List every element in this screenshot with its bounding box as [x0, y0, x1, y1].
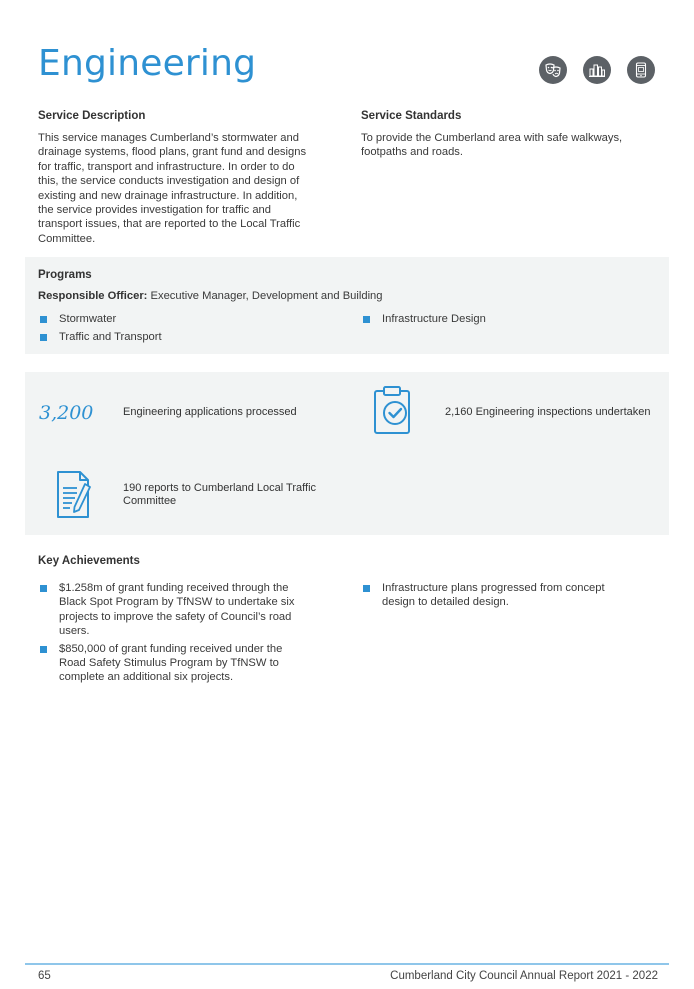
- list-item: [38, 642, 338, 685]
- service-standards-heading: Service Standards: [361, 110, 462, 122]
- bullet-square-icon: [40, 334, 47, 341]
- programs-list-left: [38, 312, 338, 344]
- bullet-square-icon: [363, 585, 370, 592]
- text-line: Infrastructure plans progressed from concept: [382, 582, 605, 594]
- stats-panel: [25, 372, 669, 535]
- list-item: [361, 312, 661, 326]
- responsible-officer-value: Executive Manager, Development and Building: [150, 290, 383, 302]
- bullet-square-icon: [40, 646, 47, 653]
- text-line: $850,000 of grant funding received under the: [59, 642, 283, 655]
- text-line: transport issues, that are reported to the Local Traffic: [38, 218, 301, 231]
- text-line: footpaths and roads.: [361, 146, 464, 159]
- text-line: 190 reports to Cumberland Local Traffic: [123, 482, 317, 494]
- reports-label: [123, 482, 363, 508]
- list-item: [38, 581, 338, 639]
- programs-heading: Programs: [38, 269, 92, 281]
- service-description-text: [38, 131, 338, 246]
- achievements-list-right: [361, 581, 661, 610]
- text-line: users.: [59, 625, 90, 638]
- service-description-heading: Service Description: [38, 110, 146, 122]
- applications-number: 3,200: [39, 402, 94, 424]
- text-line: the service provides investigation for traffic and: [38, 204, 271, 217]
- text-line: This service manages Cumberland’s stormwater and: [38, 132, 299, 144]
- list-item-text: Traffic and Transport: [59, 330, 162, 343]
- responsible-officer-label: Responsible Officer:: [38, 290, 148, 302]
- service-standards-text: [361, 131, 661, 160]
- bullet-square-icon: [363, 316, 370, 323]
- list-item: [361, 581, 661, 610]
- text-line: design to detailed design.: [382, 596, 509, 609]
- page-title: Engineering: [38, 43, 257, 84]
- theatre-masks-icon: [539, 56, 567, 84]
- bullet-square-icon: [40, 585, 47, 592]
- city-buildings-icon: [583, 56, 611, 84]
- text-line: existing and new drainage infrastructure. In addition,: [38, 189, 298, 202]
- mobile-phone-icon: [627, 56, 655, 84]
- inspections-label: 2,160 Engineering inspections undertaken: [445, 406, 651, 418]
- programs-list-right: [361, 312, 661, 326]
- list-item: [38, 312, 338, 326]
- report-title: Cumberland City Council Annual Report 2021 - 2022: [390, 970, 658, 982]
- applications-label: Engineering applications processed: [123, 406, 297, 418]
- text-line: projects to improve the safety of Council’s road: [59, 610, 292, 623]
- text-line: for traffic, transport and infrastructure. In order to do: [38, 160, 295, 173]
- bullet-square-icon: [40, 316, 47, 323]
- text-line: Committee: [123, 495, 177, 507]
- text-line: Road Safety Stimulus Program by TfNSW to: [59, 657, 279, 670]
- achievements-list-left: [38, 581, 338, 685]
- text-line: complete an additional six projects.: [59, 671, 234, 684]
- page-number: 65: [38, 970, 51, 982]
- text-line: To provide the Cumberland area with safe walkways,: [361, 132, 623, 144]
- text-line: Committee.: [38, 232, 96, 245]
- list-item-text: Infrastructure Design: [382, 313, 486, 325]
- text-line: drainage systems, flood plans, grant fund and designs: [38, 146, 307, 159]
- header-icons: [539, 56, 655, 84]
- clipboard-check-icon: [372, 385, 412, 440]
- footer-divider: [25, 963, 669, 965]
- text-line: this, the service conducts investigation and design of: [38, 175, 300, 188]
- list-item: [38, 330, 338, 344]
- responsible-officer: [38, 289, 638, 303]
- text-line: $1.258m of grant funding received through the: [59, 582, 289, 594]
- text-line: Black Spot Program by TfNSW to undertake six: [59, 596, 295, 609]
- report-document-icon: [55, 470, 93, 525]
- key-achievements-heading: Key Achievements: [38, 555, 140, 567]
- list-item-text: Stormwater: [59, 313, 117, 325]
